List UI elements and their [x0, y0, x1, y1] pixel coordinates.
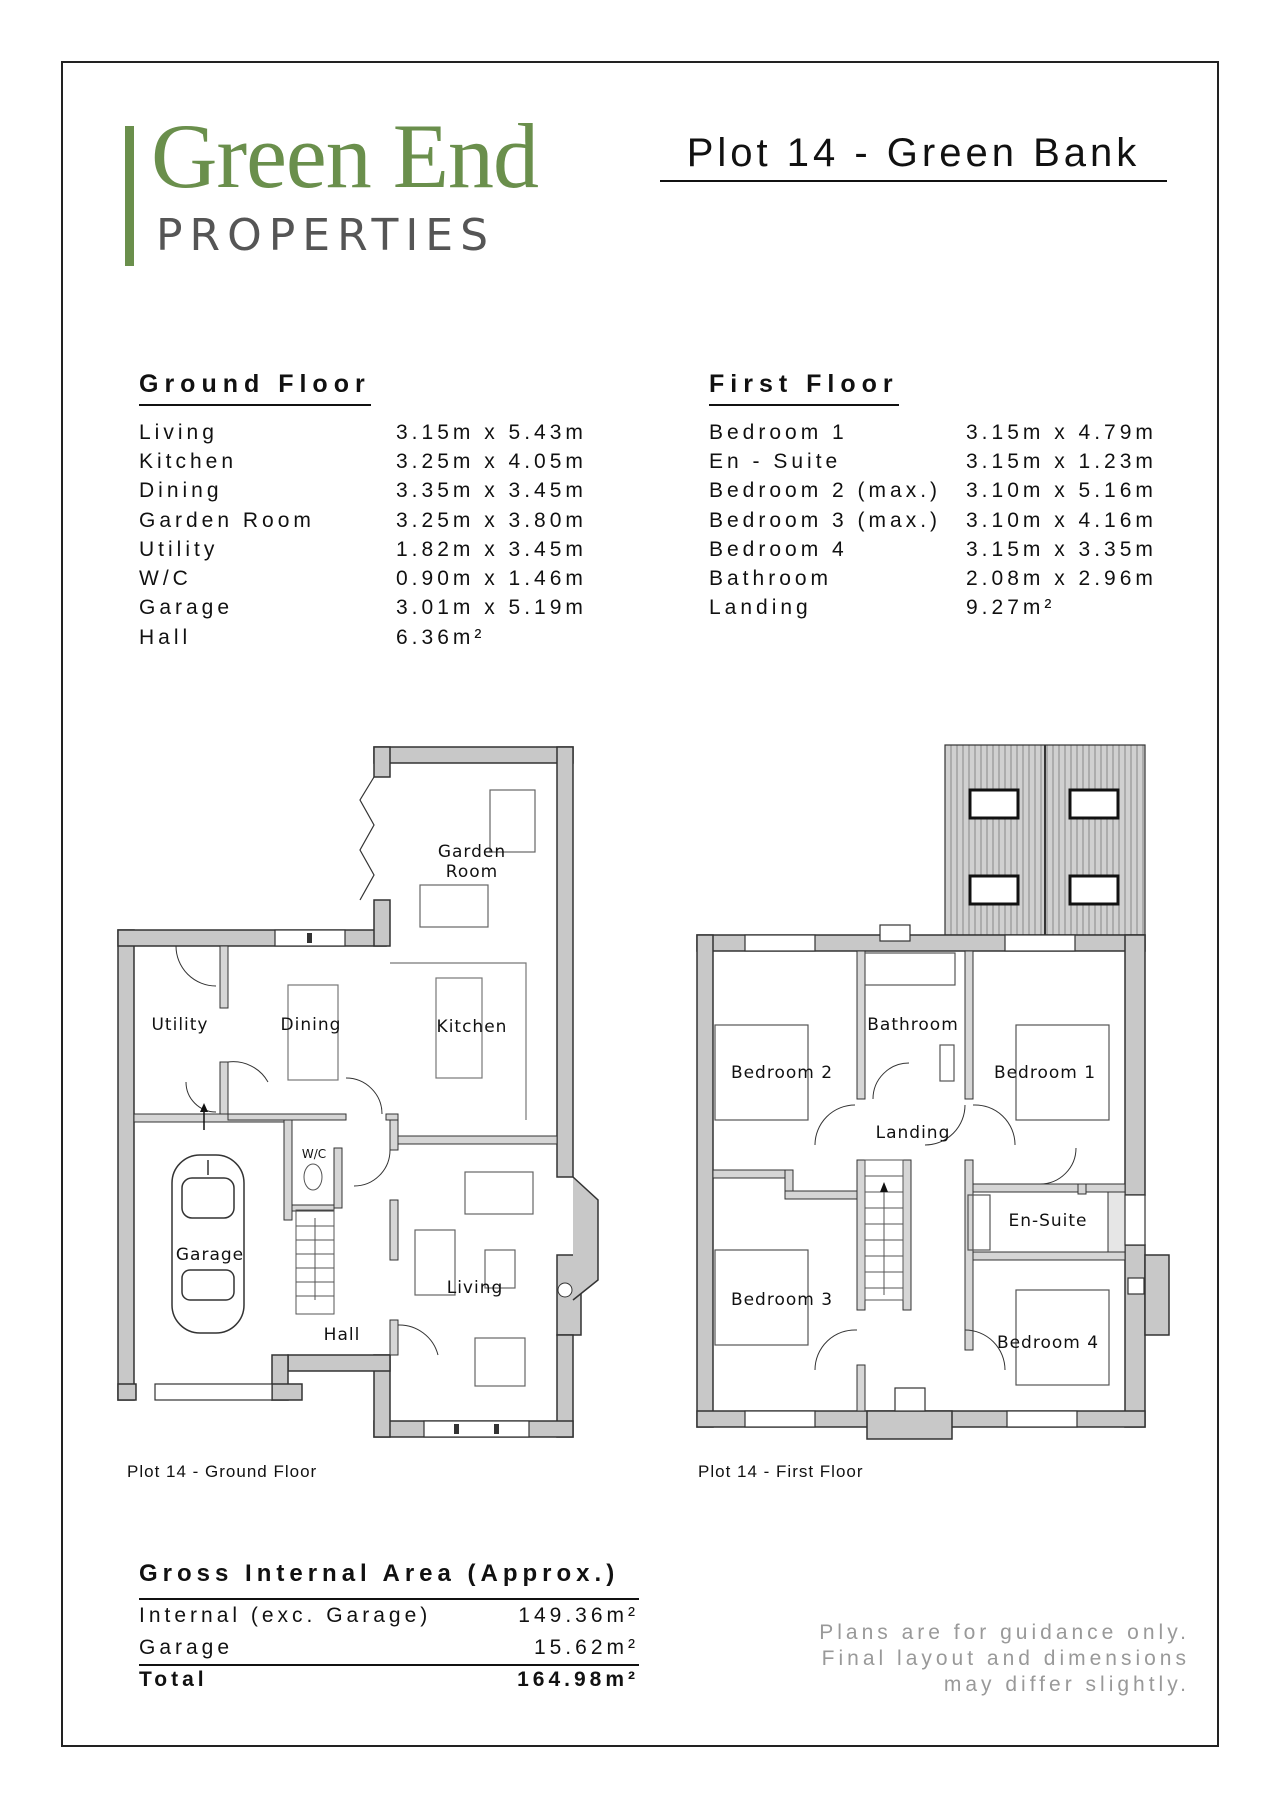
label-bedroom-4: Bedroom 4 [996, 1333, 1100, 1353]
disclaimer-line: Plans are for guidance only. [819, 1621, 1190, 1644]
label-garden-room-2: Room [445, 862, 499, 882]
gia-total-label: Total [139, 1668, 208, 1691]
label-living: Living [446, 1278, 504, 1298]
room-name: Hall [139, 625, 192, 649]
room-size: 3.15m x 5.43m [396, 420, 587, 444]
disclaimer-line: may differ slightly. [943, 1673, 1190, 1696]
first-floor-heading: First Floor [709, 370, 899, 406]
room-size: 3.15m x 3.35m [966, 537, 1157, 561]
room-name: W/C [139, 567, 192, 591]
label-utility: Utility [151, 1015, 209, 1035]
room-size: 3.25m x 3.80m [396, 508, 587, 532]
label-bedroom-3: Bedroom 3 [730, 1290, 834, 1310]
label-bedroom-1: Bedroom 1 [993, 1063, 1097, 1083]
room-name: Bedroom 1 [709, 420, 848, 444]
gia-row [139, 1632, 639, 1664]
room-size: 3.35m x 3.45m [396, 479, 587, 503]
room-name: Bedroom 3 (max.) [709, 508, 942, 532]
room-size: 9.27m² [966, 596, 1056, 620]
logo-text-main: Green End [151, 105, 538, 207]
room-name: Garage [139, 596, 234, 620]
label-hall: Hall [323, 1325, 361, 1345]
gia-total-value: 164.98m² [517, 1668, 639, 1691]
label-kitchen: Kitchen [436, 1017, 508, 1037]
room-size: 3.15m x 1.23m [966, 449, 1157, 473]
disclaimer-line: Final layout and dimensions [821, 1647, 1190, 1670]
ground-floor-caption: Plot 14 - Ground Floor [127, 1462, 318, 1481]
gia-label: Garage [139, 1636, 234, 1659]
gia-heading: Gross Internal Area (Approx.) [139, 1560, 639, 1600]
room-name: Bathroom [709, 567, 833, 591]
room-name: Bedroom 2 (max.) [709, 479, 942, 503]
ground-floor-heading: Ground Floor [139, 370, 371, 406]
room-name: Living [139, 420, 218, 444]
gia-value: 15.62m² [533, 1636, 639, 1659]
room-size: 3.25m x 4.05m [396, 449, 587, 473]
room-size: 6.36m² [396, 625, 486, 649]
label-garden-room-1: Garden [437, 842, 507, 862]
room-size: 3.15m x 4.79m [966, 420, 1157, 444]
room-size: 1.82m x 3.45m [396, 537, 587, 561]
logo-text-sub: PROPERTIES [156, 210, 496, 261]
room-size: 3.10m x 4.16m [966, 508, 1157, 532]
label-landing: Landing [875, 1123, 951, 1143]
ground-floor-plan [118, 747, 598, 1437]
room-name: Bedroom 4 [709, 537, 848, 561]
gia-row [139, 1600, 639, 1632]
label-wc: W/C [301, 1147, 327, 1161]
label-dining: Dining [280, 1015, 342, 1035]
page-title: Plot 14 - Green Bank [660, 131, 1167, 182]
room-name: Garden Room [139, 508, 315, 532]
room-name: Landing [709, 596, 812, 620]
first-floor-plan [697, 745, 1169, 1439]
label-ensuite: En-Suite [1008, 1211, 1088, 1231]
gia-label: Internal (exc. Garage) [139, 1604, 432, 1627]
disclaimer [819, 1620, 1190, 1698]
label-garage: Garage [175, 1245, 245, 1265]
room-size: 3.01m x 5.19m [396, 596, 587, 620]
gia-value: 149.36m² [518, 1604, 639, 1627]
room-name: Utility [139, 537, 219, 561]
room-size: 3.10m x 5.16m [966, 479, 1157, 503]
room-size: 0.90m x 1.46m [396, 567, 587, 591]
room-name: En - Suite [709, 449, 842, 473]
label-bathroom: Bathroom [867, 1015, 959, 1035]
gross-internal-area-table [139, 1560, 639, 1694]
first-floor-caption: Plot 14 - First Floor [698, 1462, 864, 1481]
room-name: Dining [139, 479, 223, 503]
label-bedroom-2: Bedroom 2 [730, 1063, 834, 1083]
room-size: 2.08m x 2.96m [966, 567, 1157, 591]
room-name: Kitchen [139, 449, 238, 473]
gia-total-row [139, 1664, 639, 1694]
